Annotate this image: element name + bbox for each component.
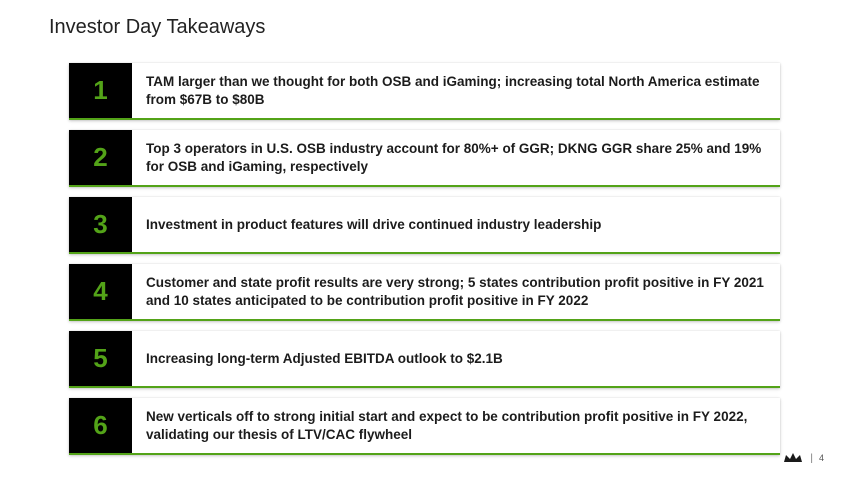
takeaway-number: 3 xyxy=(93,209,108,239)
takeaway-text: Investment in product features will drive continued industry leadership xyxy=(146,216,602,232)
footer-separator: | xyxy=(810,452,813,464)
takeaway-number-box xyxy=(69,398,132,453)
takeaway-number: 4 xyxy=(93,276,108,306)
takeaway-number: 6 xyxy=(93,410,108,440)
takeaway-text: Customer and state profit results are very strong; 5 states contribution profit positive in FY 2021 and 10 states anticipated to be contribution profit positive in FY 2022 xyxy=(146,274,764,308)
takeaway-number-box xyxy=(69,63,132,118)
takeaway-item xyxy=(69,398,780,455)
takeaway-number-box xyxy=(69,331,132,386)
takeaway-number: 5 xyxy=(93,343,108,373)
takeaway-number-box xyxy=(69,264,132,319)
crown-icon xyxy=(782,452,804,464)
takeaway-item xyxy=(69,130,780,187)
takeaway-number-box xyxy=(69,197,132,252)
takeaways-list xyxy=(69,63,780,465)
takeaway-text: New verticals off to strong initial start and expect to be contribution profit positive in FY 2022, validating our thesis of LTV/CAC flywheel xyxy=(146,408,748,442)
takeaway-item xyxy=(69,331,780,388)
takeaway-number-box xyxy=(69,130,132,185)
page-number: 4 xyxy=(818,453,824,463)
takeaway-item xyxy=(69,63,780,120)
takeaway-number: 2 xyxy=(93,142,108,172)
takeaway-item xyxy=(69,197,780,254)
takeaway-text: Increasing long-term Adjusted EBITDA outlook to $2.1B xyxy=(146,350,503,366)
slide-footer xyxy=(782,452,824,464)
takeaway-text: Top 3 operators in U.S. OSB industry account for 80%+ of GGR; DKNG GGR share 25% and 19% for OSB and iGaming, respectively xyxy=(146,140,762,174)
takeaway-number: 1 xyxy=(93,75,108,105)
slide-title: Investor Day Takeaways xyxy=(49,16,266,38)
takeaway-text: TAM larger than we thought for both OSB and iGaming; increasing total North America estimate from $67B to $80B xyxy=(146,73,760,107)
takeaway-item xyxy=(69,264,780,321)
